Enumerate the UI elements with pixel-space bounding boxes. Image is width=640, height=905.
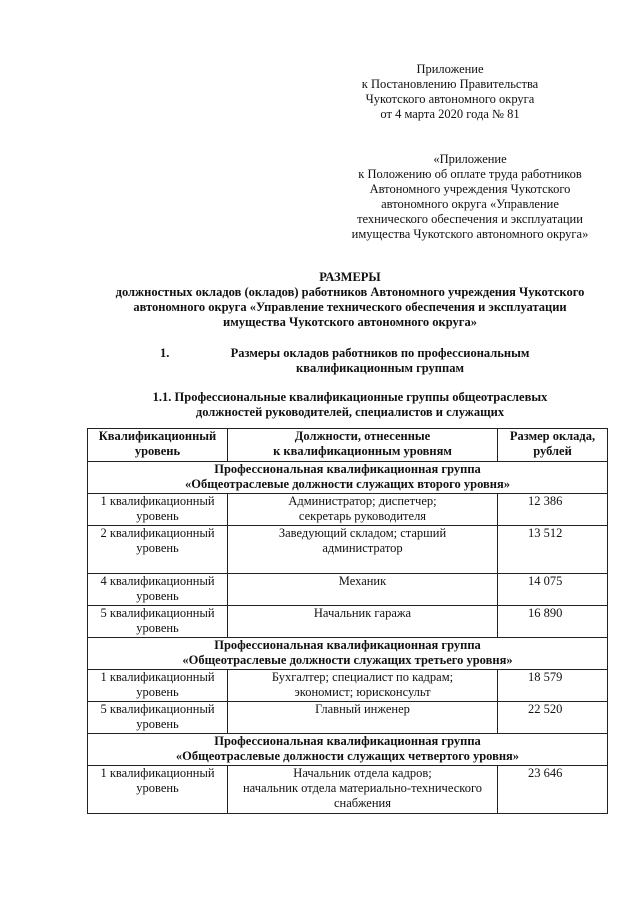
group-line: «Общеотраслевые должности служащих третьего уровня» bbox=[182, 653, 513, 667]
level-line: 1 квалификационный bbox=[100, 670, 215, 684]
positions-cell bbox=[228, 574, 498, 606]
position-line: секретарь руководителя bbox=[298, 509, 427, 523]
subsection-heading-line: должностей руководителей, специалистов и служащих bbox=[195, 405, 505, 419]
level-line: уровень bbox=[136, 685, 179, 699]
appendix-line: к Положению об оплате труда работников bbox=[358, 167, 582, 181]
header-text: уровень bbox=[134, 444, 181, 458]
level-line: 2 квалификационный bbox=[100, 526, 215, 540]
position-line: снабжения bbox=[334, 796, 391, 810]
table-row bbox=[88, 702, 608, 734]
header-salary bbox=[498, 429, 608, 462]
position-line: администратор bbox=[322, 541, 403, 555]
salary-table bbox=[87, 428, 608, 814]
section-heading-line: квалификационным группам bbox=[296, 361, 464, 375]
level-cell bbox=[88, 670, 228, 702]
group-cell bbox=[88, 734, 608, 766]
group-row bbox=[88, 462, 608, 494]
positions-cell bbox=[228, 606, 498, 638]
level-line: уровень bbox=[136, 541, 179, 555]
table-row bbox=[88, 766, 608, 814]
header-level bbox=[88, 429, 228, 462]
header-text: к квалификационным уровням bbox=[273, 444, 452, 458]
table-row bbox=[88, 494, 608, 526]
salary-cell: 18 579 bbox=[498, 670, 608, 702]
header-text: рублей bbox=[533, 444, 572, 458]
title-line: автономного округа «Управление технического обеспечения и эксплуатации bbox=[133, 300, 567, 314]
appendix-to-resolution bbox=[330, 62, 570, 122]
appendix-line: от 4 марта 2020 года № 81 bbox=[380, 107, 520, 121]
table-header-row bbox=[88, 429, 608, 462]
table-row bbox=[88, 526, 608, 574]
appendix-line: Приложение bbox=[416, 62, 484, 76]
section-number: 1. bbox=[160, 346, 170, 360]
level-line: 4 квалификационный bbox=[100, 574, 215, 588]
title-line: должностных окладов (окладов) работников Автономного учреждения Чукотского bbox=[115, 285, 585, 299]
group-line: «Общеотраслевые должности служащих четвертого уровня» bbox=[175, 749, 520, 763]
level-cell bbox=[88, 574, 228, 606]
level-line: уровень bbox=[136, 621, 179, 635]
title-line: имущества Чукотского автономного округа» bbox=[223, 315, 477, 329]
level-line: уровень bbox=[136, 589, 179, 603]
title-heading: РАЗМЕРЫ bbox=[319, 270, 381, 284]
appendix-to-regulation bbox=[330, 152, 610, 242]
table-row bbox=[88, 574, 608, 606]
level-line: 5 квалификационный bbox=[100, 606, 215, 620]
table-row bbox=[88, 670, 608, 702]
salary-cell: 14 075 bbox=[498, 574, 608, 606]
position-line: Администратор; диспетчер; bbox=[288, 494, 437, 508]
position-line: Начальник отдела кадров; bbox=[293, 766, 432, 780]
level-line: уровень bbox=[136, 781, 179, 795]
group-line: Профессиональная квалификационная группа bbox=[214, 734, 481, 748]
level-cell bbox=[88, 526, 228, 574]
group-row bbox=[88, 734, 608, 766]
salary-cell: 23 646 bbox=[498, 766, 608, 814]
level-cell bbox=[88, 606, 228, 638]
appendix-line: технического обеспечения и эксплуатации bbox=[357, 212, 583, 226]
positions-cell bbox=[228, 670, 498, 702]
level-line: 5 квалификационный bbox=[100, 702, 215, 716]
level-line: 1 квалификационный bbox=[100, 494, 215, 508]
salary-cell: 16 890 bbox=[498, 606, 608, 638]
group-line: Профессиональная квалификационная группа bbox=[214, 638, 481, 652]
group-line: Профессиональная квалификационная группа bbox=[214, 462, 481, 476]
positions-cell bbox=[228, 526, 498, 574]
section-heading bbox=[200, 346, 560, 376]
header-text: Квалификационный bbox=[98, 429, 217, 443]
appendix-line: к Постановлению Правительства bbox=[361, 77, 539, 91]
appendix-line: «Приложение bbox=[433, 152, 507, 166]
header-text: Должности, отнесенные bbox=[294, 429, 431, 443]
header-text: Размер оклада, bbox=[509, 429, 596, 443]
salary-cell: 22 520 bbox=[498, 702, 608, 734]
salary-cell: 13 512 bbox=[498, 526, 608, 574]
position-line: экономист; юрисконсульт bbox=[294, 685, 431, 699]
positions-cell bbox=[228, 494, 498, 526]
salary-cell: 12 386 bbox=[498, 494, 608, 526]
appendix-line: имущества Чукотского автономного округа» bbox=[351, 227, 589, 241]
header-positions bbox=[228, 429, 498, 462]
appendix-line: Чукотского автономного округа bbox=[365, 92, 535, 106]
group-cell bbox=[88, 638, 608, 670]
positions-cell bbox=[228, 702, 498, 734]
subsection-heading-line: 1.1. Профессиональные квалификационные группы общеотраслевых bbox=[152, 390, 548, 404]
position-line: Механик bbox=[338, 574, 387, 588]
level-cell bbox=[88, 702, 228, 734]
table-row bbox=[88, 606, 608, 638]
level-cell bbox=[88, 766, 228, 814]
position-line: Начальник гаража bbox=[313, 606, 412, 620]
level-line: уровень bbox=[136, 717, 179, 731]
level-cell bbox=[88, 494, 228, 526]
position-line: начальник отдела материально-технического bbox=[242, 781, 483, 795]
appendix-line: автономного округа «Управление bbox=[381, 197, 559, 211]
level-line: уровень bbox=[136, 509, 179, 523]
group-row bbox=[88, 638, 608, 670]
position-line: Бухгалтер; специалист по кадрам; bbox=[271, 670, 454, 684]
group-line: «Общеотраслевые должности служащих второго уровня» bbox=[185, 477, 510, 491]
positions-cell bbox=[228, 766, 498, 814]
level-line: 1 квалификационный bbox=[100, 766, 215, 780]
group-cell bbox=[88, 462, 608, 494]
position-line: Заведующий складом; старший bbox=[278, 526, 447, 540]
document-title bbox=[100, 270, 600, 330]
section-heading-line: Размеры окладов работников по профессиональным bbox=[230, 346, 530, 360]
subsection-heading bbox=[110, 390, 590, 420]
position-line: Главный инженер bbox=[315, 702, 410, 716]
appendix-line: Автономного учреждения Чукотского bbox=[369, 182, 571, 196]
